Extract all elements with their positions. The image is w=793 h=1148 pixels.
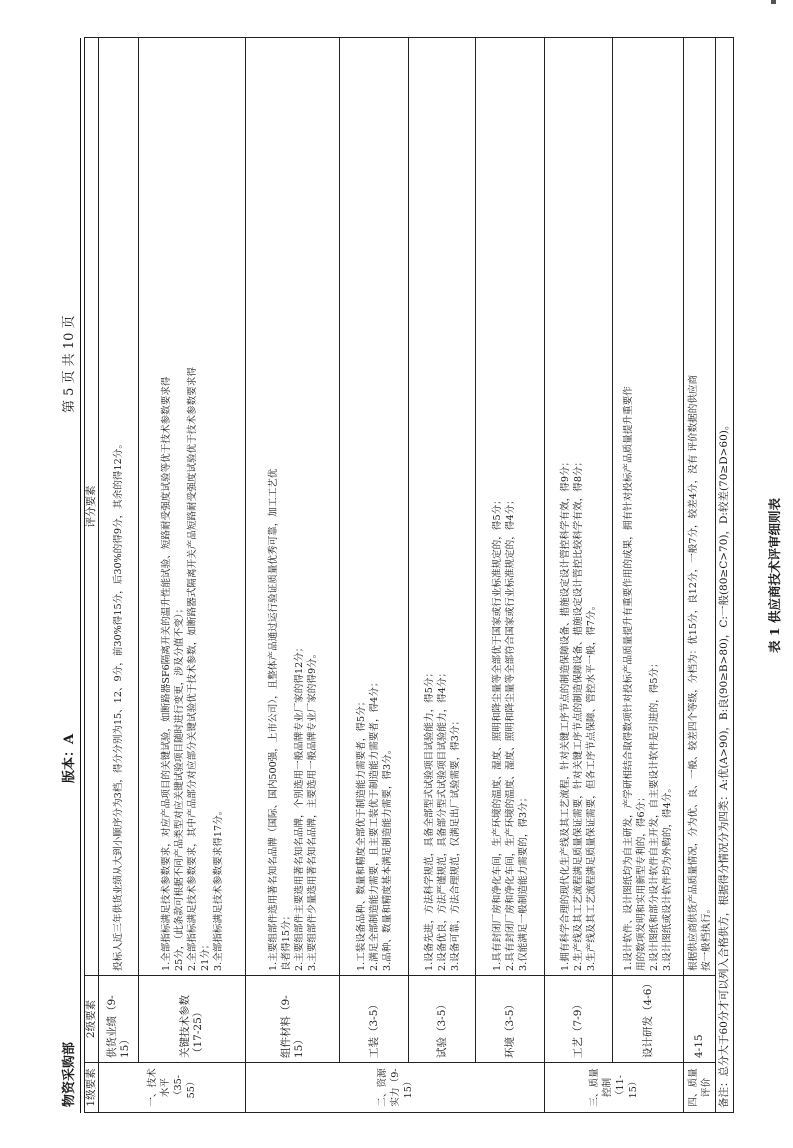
requirement-cell [684,38,716,976]
requirement-cell [340,38,409,976]
table-caption: 表 1 供应商技术评审细则表 [767,498,782,653]
table-row [476,38,545,1113]
requirement-line: 2.设备优良，方法严谨规范，具备部分型式试验项目试验能力，得4分； [436,667,448,971]
column-header: 1级要素 [85,1063,99,1113]
requirement-line: 21分； [199,939,211,971]
requirement-line: 2.设计图纸和部分设计软件自主开发，自主要设计软件是引进的，得5分； [649,658,660,971]
requirement-cell [545,38,613,976]
requirement-line: 投标人近三年供货业绩从大到小顺序分为3档，得分分别为15、12、9分，前30%得15分，后30%的得9分，其余的得12分。 [113,439,124,971]
rotated-page [40,38,780,1113]
column-header: 评分要素 [85,38,99,976]
level1-cell: 四、质量评价 [684,1063,716,1113]
requirement-cell [246,38,340,976]
requirement-cell [613,38,684,976]
requirement-line: 2.满足全部制造能力需要，且主要工装优于制造能力需要者，得4分； [368,677,380,971]
requirement-line: 1.拥有科学合理的现代化生产线及其工艺流程，针对关键工序节点的制造保障设备、措施设定设计管控科学有效，得9分； [560,456,571,971]
table-row [340,38,409,1113]
scan-mark [771,0,776,4]
requirement-line: 根据供应商供货产品质量情况，分为优、良、一般、较差四个等级，分档为：优15分，良12分，一般7分，较差4分，没有 评价数据的供应商 [687,374,699,971]
level2-cell: 工装（3-5） [340,976,409,1063]
requirement-line: 按一般档执行。 [700,903,712,971]
level2-cell: 设计研发（4-6） [613,976,684,1063]
table-row [409,38,476,1113]
header-rule [80,38,81,1113]
requirement-cell [409,38,476,976]
requirement-cell [99,38,139,976]
table-note: 备注：总分大于60分才可以列入合格供方，根据得分情况分为四类：A:优(A>90)，B:良(90≥B>80)，C:一般(80≥C>70)，D:较差(70≥D>60)。 [716,38,734,1113]
requirement-line: 良者得15分； [280,910,292,971]
requirement-line: 3.生产线及其工艺流程满足质量保证需要，但各工序节点保障、管控水平一般，得7分。 [586,600,597,971]
table-row [684,38,716,1113]
level2-cell: 试验（3-5） [409,976,476,1063]
requirement-line: 1.主要组部件选用著名知名品牌（国际、国内500强，上市公司），且整体产品通过运行验证质量优秀可靠，加工工艺优 [267,468,279,971]
requirement-line: 1.工装设备品种、数量和精度全部优于制造能力需要者，得5分； [355,696,367,971]
requirement-line: 2.具有封闭厂房和净化车间，生产环境的温度、湿度、照明和降尘量等全部符合国家或行业标准规定的，得4分； [504,495,516,971]
department-label: 物资采购部 [62,1041,77,1107]
requirement-cell [476,38,545,976]
requirement-line: 2.全部指标满足技术参数要求，其中产品部分对应部分关键试验优于技术参数，如断路器式隔离开关产品短路耐受强度试验优于技术参数要求得 [186,367,198,971]
requirement-cell [139,38,246,976]
level2-cell: 组件材料（9-15） [246,976,340,1063]
page-number: 第 5 页 共 10 页 [62,315,77,413]
requirement-line: 1.全部指标满足技术参数要求，对应产品项目的关键试验，如断路器SF6隔离开关的温升性能试验、短路耐受强度试验等优于技术参数要求得 [160,376,172,971]
table-row [99,38,139,1113]
requirement-line: 1.具有封闭厂房和净化车间，生产环境的温度、湿度、照明和降尘量等全部优于国家或行业标准规定的，得5分； [491,495,503,971]
requirement-line: 3.品种、数量和精度基本满足制造能力需要，得3分。 [381,744,393,971]
level2-cell: 工艺（7-9） [545,976,613,1063]
requirement-line: 3.仅能满足一般制造能力需要的，得3分； [517,792,529,971]
level2-cell: 供货业绩（9-15） [99,976,139,1063]
level1-cell: 三、质量控制（11-15） [545,1063,684,1113]
requirement-line: 用的数项发明和实用新型专利的，得6分； [636,792,647,971]
note-row [716,38,734,1113]
table-row [139,38,246,1113]
requirement-line: 3.设计图纸或设计软件均为外购的，得4分。 [662,783,673,971]
level2-cell: 关键技术参数（17-25） [139,976,246,1063]
level1-cell: 二、资源实力（9-15） [246,1063,545,1113]
requirement-line: 2.生产线及其工艺流程满足质量保证需要，针对关键工序节点的制造保障设备、措施设定设计管控比较科学有效，得8分； [573,456,584,971]
level2-cell: 4-15 [684,976,716,1063]
table-row [246,38,340,1113]
column-header: 2级要素 [85,976,99,1063]
table-row [613,38,684,1113]
requirement-line: 3.设备可靠，方法合理规范，仅满足出厂试验需要，得3分； [449,715,461,971]
requirement-line: 2.主要组部件主要选用著名知名品牌，个别选用一般品牌专业厂家的得12分； [293,642,305,971]
requirement-line: 25分，（此条款可根据不同产品类型对应关键试验项目随时进行变更，涉及分值不变）； [173,603,185,971]
table-header-row [85,38,99,1113]
requirement-line: 1.设备先进，方法科学规范，具备全部型式试验项目试验能力，得5分； [423,667,435,971]
requirement-line: 3.全部指标满足技术参数要求得17分。 [212,805,224,971]
level1-cell: 一、技术水平（35-55） [99,1063,246,1113]
requirement-line: 1.设计软件、设计图纸均为自主研发，产学研相结合取得数项针对投标产品质量提升有重要作用的成果，拥有针对投标产品质量提升重要作 [623,386,634,971]
table-row [545,38,613,1113]
requirement-line: 3.主要组部件少量选用著名知名品牌，主要选用一般品牌专业厂家的得9分。 [306,648,318,971]
evaluation-table [84,37,734,1113]
version-label: 版本：A [62,733,77,783]
level2-cell: 环境（3-5） [476,976,545,1063]
